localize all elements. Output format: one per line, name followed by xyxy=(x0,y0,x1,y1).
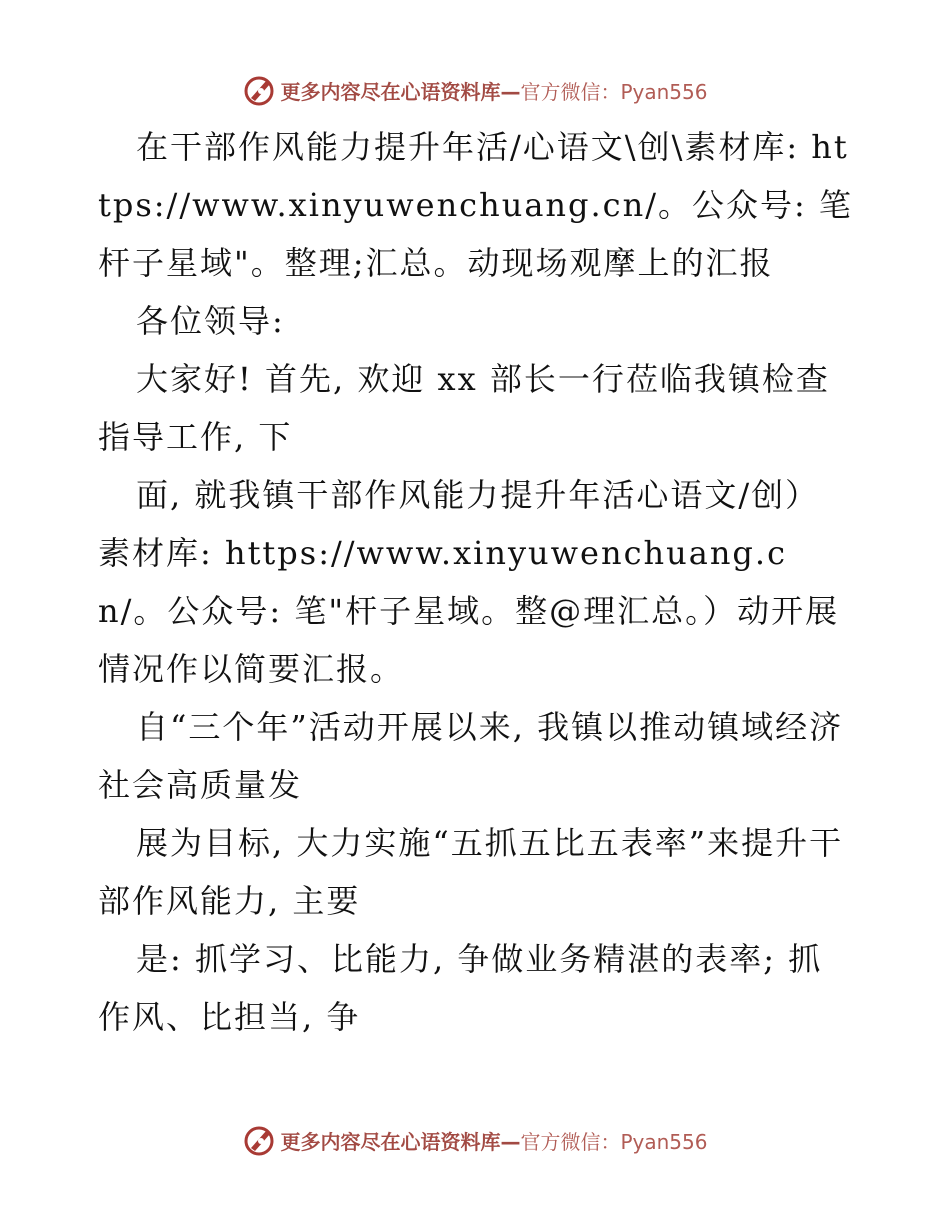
document-body xyxy=(98,118,853,1046)
header-banner-wechat: 官方微信：Pyan556 xyxy=(520,79,708,104)
paragraph: 展为目标, 大力实施“五抓五比五表率”来提升干部作风能力, 主要 xyxy=(98,824,844,920)
footer-banner-wechat: 官方微信：Pyan556 xyxy=(520,1129,708,1154)
header-banner xyxy=(0,70,950,110)
salutation: 各位领导: xyxy=(136,302,285,340)
pen-logo-icon xyxy=(242,1123,276,1157)
footer-banner-text xyxy=(280,1126,707,1155)
paragraph: 是: 抓学习、比能力, 争做业务精湛的表率; 抓作风、比担当, 争 xyxy=(98,940,823,1036)
footer-banner xyxy=(0,1120,950,1160)
paragraph: 面, 就我镇干部作风能力提升年活心语文/创）素材库: https://www.xinyuwenchuang.cn/。公众号: 笔"杆子星域。整@理汇总。）动开展情况作以简要汇报。 xyxy=(98,476,840,688)
footer-banner-title: 更多内容尽在心语资料库— xyxy=(280,1129,521,1154)
paragraph: 大家好! 首先, 欢迎 xx 部长一行莅临我镇检查指导工作, 下 xyxy=(98,360,830,456)
paragraph: 在干部作风能力提升年活/心语文\创\素材库: https://www.xinyuwenchuang.cn/。公众号: 笔杆子星域"。整理;汇总。动现场观摩上的汇报 xyxy=(98,128,853,282)
pen-logo-icon xyxy=(242,73,276,107)
header-banner-title: 更多内容尽在心语资料库— xyxy=(280,79,521,104)
paragraph: 自“三个年”活动开展以来, 我镇以推动镇域经济社会高质量发 xyxy=(98,708,844,804)
header-banner-text xyxy=(280,76,707,105)
